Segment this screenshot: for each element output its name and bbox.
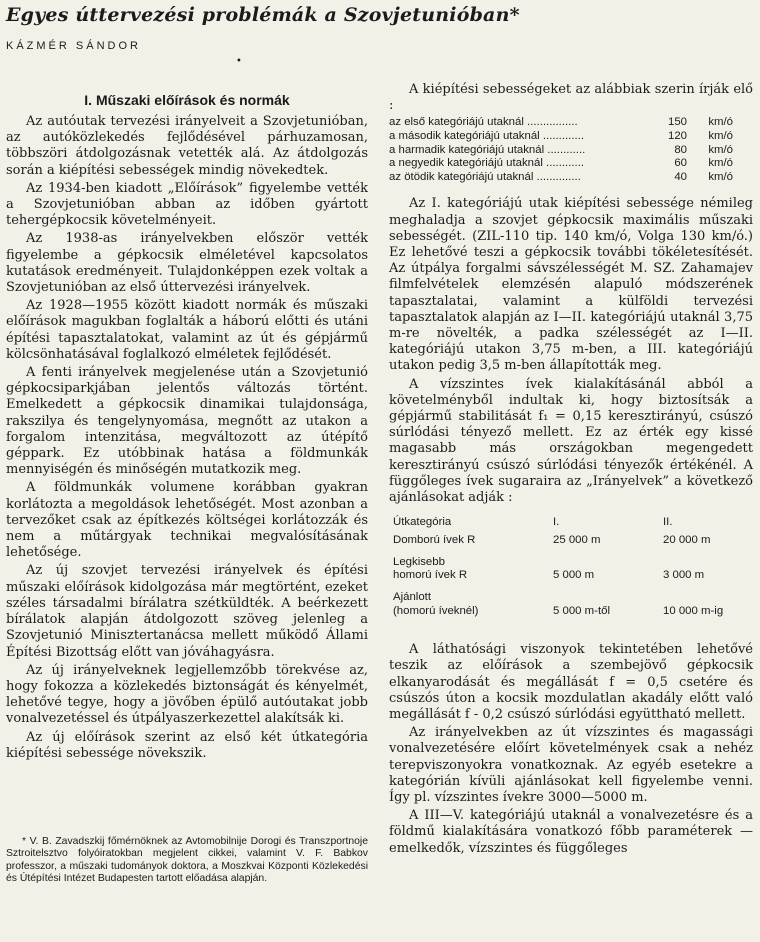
list-item (389, 116, 753, 130)
table-row (393, 556, 749, 583)
paragraph: A láthatósági viszonyok tekintetében lehetővé teszik az előírások a szembejövő gépkocsik elkanyarodását és megállását f = 0,5 csetére és csúszós úton a kocsik mozdulatlan akadály előtt való megállását f - 0,2 csúszó súrlódási együttható mellett. (389, 642, 753, 723)
section-heading: I. Műszaki előírások és normák (84, 92, 290, 108)
curve-radius-table (393, 514, 749, 618)
speed-unit: km/ó (708, 170, 733, 183)
table-cell: 3 000 m (663, 569, 705, 582)
table-cell: 25 000 m (553, 534, 601, 547)
speed-value: 120 (667, 130, 687, 142)
table-cell: 10 000 m-ig (663, 604, 724, 617)
paragraph: Az 1938-as irányelvekben először vették figyelembe a gépkocsik elméletével kapcsolatos kutatások eredményeit. Tulajdonképpen ezek voltak a Szovjetunióban az első úttervezési irányelvek. (6, 231, 368, 296)
paragraph: Az új irányelveknek legjellemzőbb törekvése az, hogy fokozza a közlekedés biztonságát és kényelmét, lehetővé tegye, hogy a jövőben épülő autóutakat jobb vonalvezetéssel és útpályaszerkezettel alakítsák ki. (6, 662, 368, 727)
speed-list (389, 116, 753, 184)
speed-category: a második kategóriájú utaknál ............. (389, 130, 585, 142)
article-title: Egyes úttervezési problémák a Szovjetunióban* (6, 4, 520, 26)
paragraph: A fenti irányelvek megjelenése után a Szovjetunió gépkocsiparkjában jelentős változás történt. Emelkedett a gépkocsik dinamikai tulajdonsága, rakszilya és tengelynyomása, megnőtt az utakon a forgalom intenzitása, megváltozott az útépítő géppark. Ez utóbbinak hatása a földmunkák mennyiségén és minőségén mutatkozik meg. (6, 365, 368, 478)
table-cell: 5 000 m (553, 569, 595, 582)
paragraph: Az új előírások szerint az első két útkategória kiépítési sebessége növekszik. (6, 729, 368, 761)
paragraph: Az 1934-ben kiadott „Előírások” figyelembe vették a Szovjetunióban abban az időben gyártott tehergépkocsik követelményeit. (6, 180, 368, 229)
table-cell (393, 591, 553, 618)
paragraph: A földmunkák volumene korábban gyakran korlátozta a megoldások lehetőségét. Most azonban a tervezőket csak az építkezés költségei korlátozzák és nem a műtárgyak technikai megvalósításának lehetősége. (6, 480, 368, 561)
speed-category: az első kategóriájú utaknál ................ (389, 116, 578, 129)
speed-category: az ötödik kategóriájú utaknál .............. (389, 170, 581, 183)
table-row (393, 591, 749, 618)
speed-value: 60 (674, 157, 687, 170)
table-header: I. (553, 516, 560, 529)
list-item (389, 157, 753, 171)
paragraph: Az 1928—1955 között kiadott normák és műszaki előírások magukban foglalták a háború előtti és utáni építési tapasztalatokat, valamint az út és gépjármű kölcsönhatásával foglalkozó elméletek fejlődését. (6, 298, 368, 362)
paragraph: A kiépítési sebességeket az alábbiak szerin írják elő : (389, 82, 753, 114)
speed-category: a harmadik kategóriájú utaknál ............ (389, 143, 586, 156)
paragraph: Az I. kategóriájú utak kiépítési sebessége némileg meghaladja a szovjet gépkocsik maximális műszaki sebességét. (ZIL-110 tip. 140 km/ó, Volga 130 km/ó.) Ez lehetővé teszi a gépkocsik további tökéletesítését. Az útpálya forgalmi sávszélességét M. SZ. Zahamajev filmfelvételek elemzésén alapuló módszerének tapasztalatai, valamint a külföldi tervezési tapasztalatok alapján az I—II. kategóriájú utaknál 3,75 m-re növelték, a padka szélességét az I—II. kategóriájú utakon 3,75 m-ben, a III. kategóriájú utakon pedig 3,5 m-ben állapították meg. (389, 196, 753, 374)
right-column (389, 80, 753, 857)
table-row (393, 534, 749, 548)
paragraph: Az autóutak tervezési irányelveit a Szovjetunióban, az autóközlekedés fejlődésével párhuzamosan, többszöri átdolgozásnak vetették alá. Az átdolgozás során a kiépítési sebességek mindig növekedtek. (6, 114, 368, 178)
list-item (389, 130, 753, 144)
speed-unit: km/ó (708, 130, 733, 142)
table-cell: Domború ívek R (393, 534, 476, 547)
divider-mark: • (236, 56, 242, 67)
table-header: Útkategória (393, 516, 452, 529)
row-label-line: (homorú íveknél) (393, 604, 479, 617)
table-header: II. (663, 516, 673, 529)
list-item (389, 171, 753, 185)
author-name: KÁZMÉR SÁNDOR (6, 40, 141, 52)
speed-category: a negyedik kategóriájú utaknál ............ (389, 157, 585, 170)
speed-value: 150 (667, 116, 687, 129)
paragraph: A III—V. kategóriájú utaknál a vonalvezetésre és a földmű kialakítására vonatkozó főbb paraméterek — emelkedők, vízszintes és függőleges (389, 808, 753, 856)
speed-unit: km/ó (708, 116, 733, 129)
speed-unit: km/ó (708, 143, 733, 156)
table-cell: 5 000 m-től (553, 604, 610, 617)
paragraph: Az új szovjet tervezési irányelvek és építési műszaki előírások kidolgozása már megtörtént, ezeket széles társadalmi bírálatra szétküldték. A beérkezett bírálatok alapján átdolgozott szöveg jelenleg a Szovjetunió Minisztertanácsa mellett működő Állami Építési Bizottság előtt van jóváhagyásra. (6, 563, 368, 660)
row-label-line: Legkisebb (393, 555, 445, 568)
row-label-line: Ajánlott (393, 591, 431, 604)
speed-value: 40 (674, 170, 687, 183)
row-label-line: homorú ívek R (393, 569, 468, 582)
table-cell (393, 556, 553, 583)
paragraph: A vízszintes ívek kialakításánál abból a követelményből indultak ki, hogy biztosítsák a gépjármű stabilitását f₁ = 0,15 keresztirányú, csúszó súrlódási tényező mellett. Ez az érték egy kissé magasabb más országokban megengedett keresztirányú csúszó súrlódási tényezők értékénél. A függőleges ívek sugaraira az „Irányelvek” a következő ajánlásokat adják : (389, 376, 753, 506)
left-column (6, 80, 368, 762)
table-cell: 20 000 m (663, 534, 711, 547)
speed-unit: km/ó (708, 157, 733, 170)
list-item (389, 144, 753, 158)
speed-value: 80 (674, 143, 687, 156)
table-header-row (393, 514, 749, 534)
paragraph: Az irányelvekben az út vízszintes és magassági vonalvezetésére előírt követelmények csak a nehéz terepviszonyokra vonatkoznak. Az egyéb esetekre a kategórián kívüli ajánlásokat kell figyelembe venni. Így pl. vízszintes ívekre 3000—5000 m. (389, 725, 753, 806)
footnote: * V. B. Zavadszkij főmérnöknek az Avtomobilnije Dorogi és Transzportnoje Sztroitelsztvo folyóiratokban megjelent cikkei, valamint V. F. Babkov professzor, a műszaki tudományok doktora, a Moszkvai Központi Közlekedési és Útépítési Intézet Budapesten tartott előadása alapján. (6, 836, 368, 885)
